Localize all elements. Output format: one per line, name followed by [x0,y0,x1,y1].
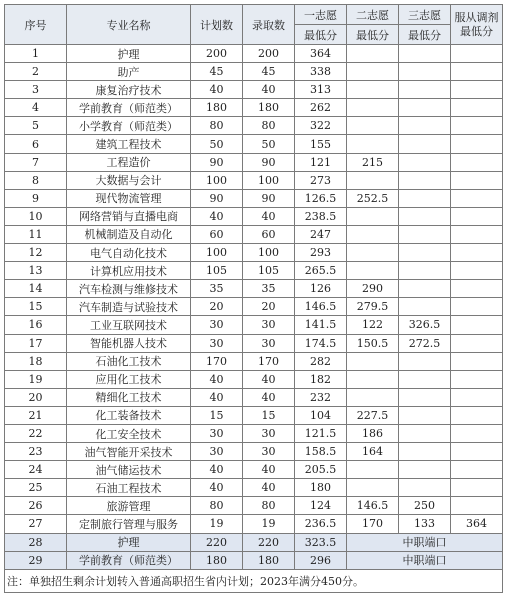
cell-first-min: 174.5 [295,334,347,352]
table-row [5,262,503,280]
cell-seq: 20 [5,388,67,406]
cell-major: 网络营销与直播电商 [67,207,191,225]
header-row-top [5,5,503,25]
cell-first-min: 182 [295,370,347,388]
cell-seq: 26 [5,497,67,515]
cell-plan: 50 [191,135,243,153]
cell-admitted: 180 [243,99,295,117]
cell-first-min: 232 [295,388,347,406]
cell-port-note: 中职端口 [347,551,503,569]
cell-plan: 220 [191,533,243,551]
cell-major: 建筑工程技术 [67,135,191,153]
cell-admitted: 40 [243,81,295,99]
cell-second-min: 279.5 [347,298,399,316]
cell-adjusted-min [451,461,503,479]
cell-third-min [399,99,451,117]
cell-first-min: 293 [295,244,347,262]
cell-first-min: 323.5 [295,533,347,551]
cell-admitted: 20 [243,298,295,316]
cell-first-min: 262 [295,99,347,117]
cell-seq: 28 [5,533,67,551]
cell-adjusted-min [451,225,503,243]
header-adjusted-label: 服从调剂 [454,10,499,24]
cell-major: 汽车检测与维修技术 [67,280,191,298]
cell-seq: 14 [5,280,67,298]
cell-seq: 4 [5,99,67,117]
cell-third-min: 326.5 [399,316,451,334]
cell-second-min [347,81,399,99]
cell-adjusted-min [451,81,503,99]
cell-adjusted-min [451,262,503,280]
cell-admitted: 40 [243,207,295,225]
cell-adjusted-min [451,424,503,442]
cell-seq: 25 [5,479,67,497]
cell-second-min: 227.5 [347,406,399,424]
cell-third-min: 272.5 [399,334,451,352]
cell-third-min [399,370,451,388]
cell-first-min: 273 [295,171,347,189]
cell-seq: 22 [5,424,67,442]
cell-plan: 15 [191,406,243,424]
table-row-highlight [5,551,503,569]
header-first-min: 最低分 [295,25,347,45]
cell-admitted: 30 [243,316,295,334]
cell-second-min: 290 [347,280,399,298]
cell-seq: 23 [5,443,67,461]
table-row [5,189,503,207]
cell-third-min [399,81,451,99]
cell-second-min [347,225,399,243]
cell-second-min [347,244,399,262]
cell-adjusted-min [451,370,503,388]
cell-major: 石油工程技术 [67,479,191,497]
table-row [5,225,503,243]
cell-adjusted-min: 364 [451,515,503,533]
cell-third-min: 250 [399,497,451,515]
cell-plan: 170 [191,352,243,370]
cell-third-min [399,388,451,406]
cell-adjusted-min [451,189,503,207]
table-row [5,406,503,424]
cell-first-min: 141.5 [295,316,347,334]
cell-plan: 40 [191,479,243,497]
cell-first-min: 180 [295,479,347,497]
table-row [5,388,503,406]
cell-second-min [347,45,399,63]
cell-adjusted-min [451,406,503,424]
cell-seq: 11 [5,225,67,243]
cell-second-min [347,352,399,370]
table-row [5,63,503,81]
cell-admitted: 30 [243,334,295,352]
cell-first-min: 364 [295,45,347,63]
cell-major: 电气自动化技术 [67,244,191,262]
cell-major: 智能机器人技术 [67,334,191,352]
cell-adjusted-min [451,244,503,262]
cell-third-min [399,225,451,243]
cell-major: 学前教育（师范类） [67,551,191,569]
cell-plan: 40 [191,461,243,479]
cell-second-min [347,207,399,225]
cell-major: 护理 [67,533,191,551]
cell-plan: 100 [191,244,243,262]
table-row [5,479,503,497]
cell-third-min [399,171,451,189]
cell-seq: 12 [5,244,67,262]
cell-admitted: 105 [243,262,295,280]
cell-third-min [399,63,451,81]
cell-seq: 21 [5,406,67,424]
cell-adjusted-min [451,497,503,515]
cell-plan: 60 [191,225,243,243]
cell-second-min [347,461,399,479]
header-third-min: 最低分 [399,25,451,45]
header-admitted: 录取数 [243,5,295,45]
cell-plan: 40 [191,81,243,99]
cell-adjusted-min [451,334,503,352]
cell-second-min: 122 [347,316,399,334]
cell-first-min: 126.5 [295,189,347,207]
table-row [5,424,503,442]
cell-adjusted-min [451,388,503,406]
header-second-min: 最低分 [347,25,399,45]
cell-admitted: 30 [243,443,295,461]
cell-seq: 9 [5,189,67,207]
cell-adjusted-min [451,153,503,171]
header-adjusted [451,5,503,45]
cell-seq: 1 [5,45,67,63]
cell-adjusted-min [451,207,503,225]
cell-third-min [399,461,451,479]
cell-third-min [399,479,451,497]
cell-admitted: 40 [243,461,295,479]
header-third-choice: 三志愿 [399,5,451,25]
cell-first-min: 158.5 [295,443,347,461]
cell-second-min: 186 [347,424,399,442]
cell-second-min [347,370,399,388]
cell-admitted: 19 [243,515,295,533]
cell-third-min [399,424,451,442]
table-row [5,461,503,479]
cell-first-min: 205.5 [295,461,347,479]
table-row [5,81,503,99]
cell-seq: 24 [5,461,67,479]
cell-adjusted-min [451,316,503,334]
cell-admitted: 45 [243,63,295,81]
header-adjusted-min: 最低分 [460,24,493,38]
cell-admitted: 220 [243,533,295,551]
table-row [5,334,503,352]
table-row [5,443,503,461]
cell-plan: 40 [191,370,243,388]
cell-seq: 10 [5,207,67,225]
cell-adjusted-min [451,63,503,81]
cell-third-min [399,406,451,424]
cell-plan: 20 [191,298,243,316]
cell-major: 机械制造及自动化 [67,225,191,243]
cell-major: 现代物流管理 [67,189,191,207]
table-row [5,298,503,316]
cell-first-min: 296 [295,551,347,569]
cell-plan: 40 [191,388,243,406]
cell-admitted: 30 [243,424,295,442]
cell-seq: 5 [5,117,67,135]
cell-plan: 80 [191,497,243,515]
cell-plan: 45 [191,63,243,81]
cell-major: 石油化工技术 [67,352,191,370]
cell-seq: 15 [5,298,67,316]
cell-seq: 16 [5,316,67,334]
cell-major: 旅游管理 [67,497,191,515]
cell-plan: 180 [191,99,243,117]
cell-plan: 30 [191,443,243,461]
cell-second-min: 146.5 [347,497,399,515]
cell-admitted: 180 [243,551,295,569]
cell-adjusted-min [451,352,503,370]
table-row [5,244,503,262]
table-row-highlight [5,533,503,551]
cell-plan: 30 [191,316,243,334]
cell-third-min [399,117,451,135]
cell-first-min: 238.5 [295,207,347,225]
cell-seq: 8 [5,171,67,189]
cell-major: 精细化工技术 [67,388,191,406]
table-row [5,316,503,334]
table-row [5,171,503,189]
cell-seq: 13 [5,262,67,280]
cell-major: 油气智能开采技术 [67,443,191,461]
cell-major: 计算机应用技术 [67,262,191,280]
cell-major: 化工装备技术 [67,406,191,424]
cell-adjusted-min [451,443,503,461]
table-row [5,280,503,298]
cell-first-min: 236.5 [295,515,347,533]
cell-second-min [347,117,399,135]
cell-second-min: 164 [347,443,399,461]
cell-seq: 27 [5,515,67,533]
cell-third-min [399,298,451,316]
table-row [5,497,503,515]
cell-major: 化工安全技术 [67,424,191,442]
cell-plan: 40 [191,207,243,225]
cell-admitted: 90 [243,153,295,171]
footnote-row [5,569,503,592]
cell-second-min [347,99,399,117]
cell-adjusted-min [451,117,503,135]
table-row [5,135,503,153]
cell-admitted: 200 [243,45,295,63]
cell-third-min [399,352,451,370]
table-row [5,370,503,388]
cell-third-min [399,443,451,461]
footnote: 注：单独招生剩余计划转入普通高职招生省内计划；2023年满分450分。 [5,569,503,592]
cell-admitted: 40 [243,388,295,406]
cell-major: 学前教育（师范类） [67,99,191,117]
cell-second-min [347,388,399,406]
cell-major: 小学教育（师范类） [67,117,191,135]
cell-seq: 18 [5,352,67,370]
cell-major: 油气储运技术 [67,461,191,479]
cell-major: 工业互联网技术 [67,316,191,334]
cell-first-min: 126 [295,280,347,298]
cell-seq: 19 [5,370,67,388]
table-row [5,99,503,117]
cell-first-min: 121.5 [295,424,347,442]
cell-first-min: 247 [295,225,347,243]
cell-admitted: 60 [243,225,295,243]
header-second-choice: 二志愿 [347,5,399,25]
cell-major: 助产 [67,63,191,81]
cell-adjusted-min [451,298,503,316]
cell-admitted: 40 [243,370,295,388]
cell-major: 大数据与会计 [67,171,191,189]
cell-first-min: 338 [295,63,347,81]
cell-admitted: 80 [243,497,295,515]
cell-adjusted-min [451,99,503,117]
cell-admitted: 15 [243,406,295,424]
table-row [5,515,503,533]
cell-third-min [399,262,451,280]
table-row [5,153,503,171]
cell-third-min [399,189,451,207]
cell-admitted: 80 [243,117,295,135]
cell-seq: 29 [5,551,67,569]
cell-plan: 30 [191,424,243,442]
cell-plan: 19 [191,515,243,533]
cell-port-note: 中职端口 [347,533,503,551]
cell-second-min [347,135,399,153]
cell-plan: 200 [191,45,243,63]
cell-first-min: 124 [295,497,347,515]
cell-adjusted-min [451,479,503,497]
cell-admitted: 90 [243,189,295,207]
cell-seq: 2 [5,63,67,81]
cell-first-min: 282 [295,352,347,370]
cell-second-min [347,479,399,497]
cell-third-min [399,280,451,298]
cell-second-min: 215 [347,153,399,171]
cell-third-min [399,45,451,63]
table-row [5,45,503,63]
cell-adjusted-min [451,280,503,298]
cell-second-min: 150.5 [347,334,399,352]
cell-plan: 180 [191,551,243,569]
cell-major: 康复治疗技术 [67,81,191,99]
cell-major: 汽车制造与试验技术 [67,298,191,316]
table-row [5,117,503,135]
cell-third-min: 133 [399,515,451,533]
cell-third-min [399,135,451,153]
cell-plan: 90 [191,153,243,171]
cell-second-min: 170 [347,515,399,533]
cell-plan: 100 [191,171,243,189]
cell-admitted: 40 [243,479,295,497]
table-body [5,45,503,570]
cell-major: 应用化工技术 [67,370,191,388]
cell-adjusted-min [451,171,503,189]
header-plan: 计划数 [191,5,243,45]
cell-admitted: 50 [243,135,295,153]
header-major: 专业名称 [67,5,191,45]
cell-first-min: 146.5 [295,298,347,316]
cell-first-min: 322 [295,117,347,135]
cell-plan: 35 [191,280,243,298]
header-first-choice: 一志愿 [295,5,347,25]
cell-seq: 6 [5,135,67,153]
cell-plan: 80 [191,117,243,135]
cell-seq: 3 [5,81,67,99]
cell-plan: 30 [191,334,243,352]
cell-second-min [347,262,399,280]
cell-major: 定制旅行管理与服务 [67,515,191,533]
cell-seq: 17 [5,334,67,352]
cell-first-min: 155 [295,135,347,153]
cell-major: 工程造价 [67,153,191,171]
cell-first-min: 104 [295,406,347,424]
cell-first-min: 313 [295,81,347,99]
cell-admitted: 35 [243,280,295,298]
cell-third-min [399,153,451,171]
cell-first-min: 121 [295,153,347,171]
header-seq: 序号 [5,5,67,45]
cell-second-min: 252.5 [347,189,399,207]
cell-admitted: 100 [243,171,295,189]
cell-second-min [347,63,399,81]
table-row [5,207,503,225]
cell-seq: 7 [5,153,67,171]
cell-third-min [399,244,451,262]
cell-major: 护理 [67,45,191,63]
table-row [5,352,503,370]
cell-adjusted-min [451,45,503,63]
cell-plan: 105 [191,262,243,280]
cell-adjusted-min [451,135,503,153]
admission-score-table [4,4,503,593]
cell-admitted: 100 [243,244,295,262]
cell-first-min: 265.5 [295,262,347,280]
cell-third-min [399,207,451,225]
cell-admitted: 170 [243,352,295,370]
cell-second-min [347,171,399,189]
cell-plan: 90 [191,189,243,207]
